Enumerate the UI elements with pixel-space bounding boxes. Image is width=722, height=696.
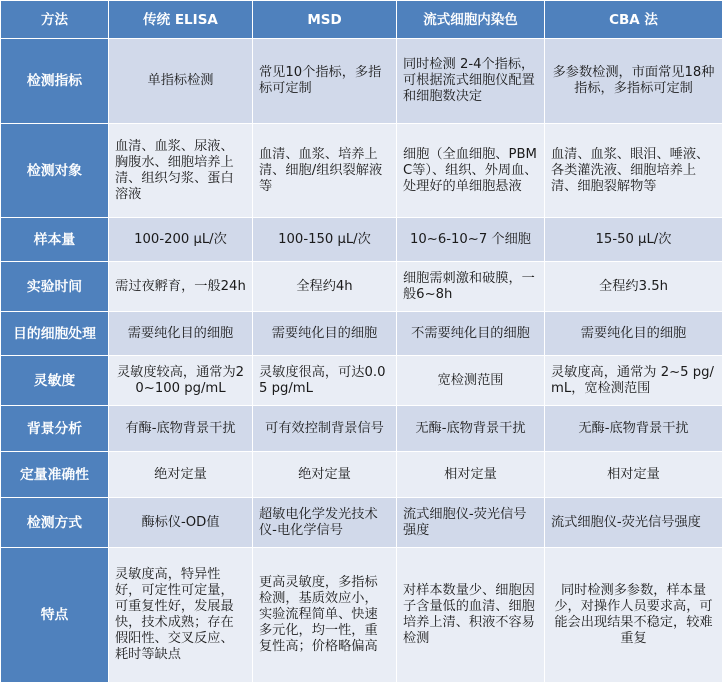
cell-flow: 不需要纯化目的细胞 xyxy=(397,312,545,356)
row-features xyxy=(1,548,722,683)
row-label: 目的细胞处理 xyxy=(1,312,109,356)
header-cba: CBA 法 xyxy=(545,1,722,39)
cell-msd: 绝对定量 xyxy=(253,452,397,498)
cell-cba: 需要纯化目的细胞 xyxy=(545,312,722,356)
row-sample-volume xyxy=(1,218,722,262)
cell-elisa: 血清、血浆、尿液、胸腹水、细胞培养上清、组织匀浆、蛋白溶液 xyxy=(109,124,253,218)
row-label: 背景分析 xyxy=(1,406,109,452)
row-label: 检测指标 xyxy=(1,39,109,124)
cell-elisa: 灵敏度高，特异性好，可定性可定量，可重复性好，发展最快，技术成熟；存在假阳性、交叉反应、耗时等缺点 xyxy=(109,548,253,683)
row-label: 实验时间 xyxy=(1,262,109,312)
cell-msd: 灵敏度很高，可达0.05 pg/mL xyxy=(253,356,397,406)
cell-cba: 相对定量 xyxy=(545,452,722,498)
cell-flow: 10~6-10~7 个细胞 xyxy=(397,218,545,262)
row-label: 定量准确性 xyxy=(1,452,109,498)
row-sensitivity xyxy=(1,356,722,406)
cell-elisa: 需要纯化目的细胞 xyxy=(109,312,253,356)
row-label: 特点 xyxy=(1,548,109,683)
row-quantification xyxy=(1,452,722,498)
header-msd: MSD xyxy=(253,1,397,39)
cell-cba: 灵敏度高，通常为 2~5 pg/mL，宽检测范围 xyxy=(545,356,722,406)
cell-flow: 相对定量 xyxy=(397,452,545,498)
cell-msd: 血清、血浆、培养上清、细胞/组织裂解液等 xyxy=(253,124,397,218)
row-label: 样本量 xyxy=(1,218,109,262)
cell-msd: 常见10个指标，多指标可定制 xyxy=(253,39,397,124)
row-detection-object xyxy=(1,124,722,218)
row-detection-method xyxy=(1,498,722,548)
cell-msd: 100-150 μL/次 xyxy=(253,218,397,262)
cell-msd: 可有效控制背景信号 xyxy=(253,406,397,452)
cell-cba: 同时检测多参数，样本量少，对操作人员要求高，可能会出现结果不稳定，较难重复 xyxy=(545,548,722,683)
cell-elisa: 酶标仪-OD值 xyxy=(109,498,253,548)
header-elisa: 传统 ELISA xyxy=(109,1,253,39)
cell-msd: 需要纯化目的细胞 xyxy=(253,312,397,356)
cell-flow: 流式细胞仪-荧光信号强度 xyxy=(397,498,545,548)
cell-elisa: 需过夜孵育，一般24h xyxy=(109,262,253,312)
header-method: 方法 xyxy=(1,1,109,39)
header-row xyxy=(1,1,722,39)
cell-flow: 宽检测范围 xyxy=(397,356,545,406)
cell-msd: 全程约4h xyxy=(253,262,397,312)
cell-cba: 全程约3.5h xyxy=(545,262,722,312)
header-flow: 流式细胞内染色 xyxy=(397,1,545,39)
cell-cba: 血清、血浆、眼泪、唾液、各类灌洗液、细胞培养上清、细胞裂解物等 xyxy=(545,124,722,218)
cell-flow: 无酶-底物背景干扰 xyxy=(397,406,545,452)
cell-elisa: 灵敏度较高，通常为20~100 pg/mL xyxy=(109,356,253,406)
cell-msd: 超敏电化学发光技术仪-电化学信号 xyxy=(253,498,397,548)
cell-elisa: 单指标检测 xyxy=(109,39,253,124)
cell-elisa: 绝对定量 xyxy=(109,452,253,498)
row-label: 灵敏度 xyxy=(1,356,109,406)
row-cell-processing xyxy=(1,312,722,356)
cell-flow: 细胞需刺激和破膜，一般6~8h xyxy=(397,262,545,312)
row-detection-index xyxy=(1,39,722,124)
cell-msd: 更高灵敏度，多指标检测，基质效应小，实验流程简单、快速多元化，均一性，重复性高；价格略偏高 xyxy=(253,548,397,683)
cell-elisa: 有酶-底物背景干扰 xyxy=(109,406,253,452)
cell-cba: 流式细胞仪-荧光信号强度 xyxy=(545,498,722,548)
cell-elisa: 100-200 μL/次 xyxy=(109,218,253,262)
cell-flow: 细胞（全血细胞、PBMC等）、组织、外周血、处理好的单细胞悬液 xyxy=(397,124,545,218)
cell-cba: 无酶-底物背景干扰 xyxy=(545,406,722,452)
row-label: 检测对象 xyxy=(1,124,109,218)
cell-flow: 同时检测 2-4个指标，可根据流式细胞仪配置和细胞数决定 xyxy=(397,39,545,124)
cell-cba: 15-50 μL/次 xyxy=(545,218,722,262)
row-label: 检测方式 xyxy=(1,498,109,548)
row-experiment-time xyxy=(1,262,722,312)
cell-cba: 多参数检测，市面常见18种指标，多指标可定制 xyxy=(545,39,722,124)
cell-flow: 对样本数量少、细胞因子含量低的血清、细胞培养上清、积液不容易检测 xyxy=(397,548,545,683)
row-background xyxy=(1,406,722,452)
